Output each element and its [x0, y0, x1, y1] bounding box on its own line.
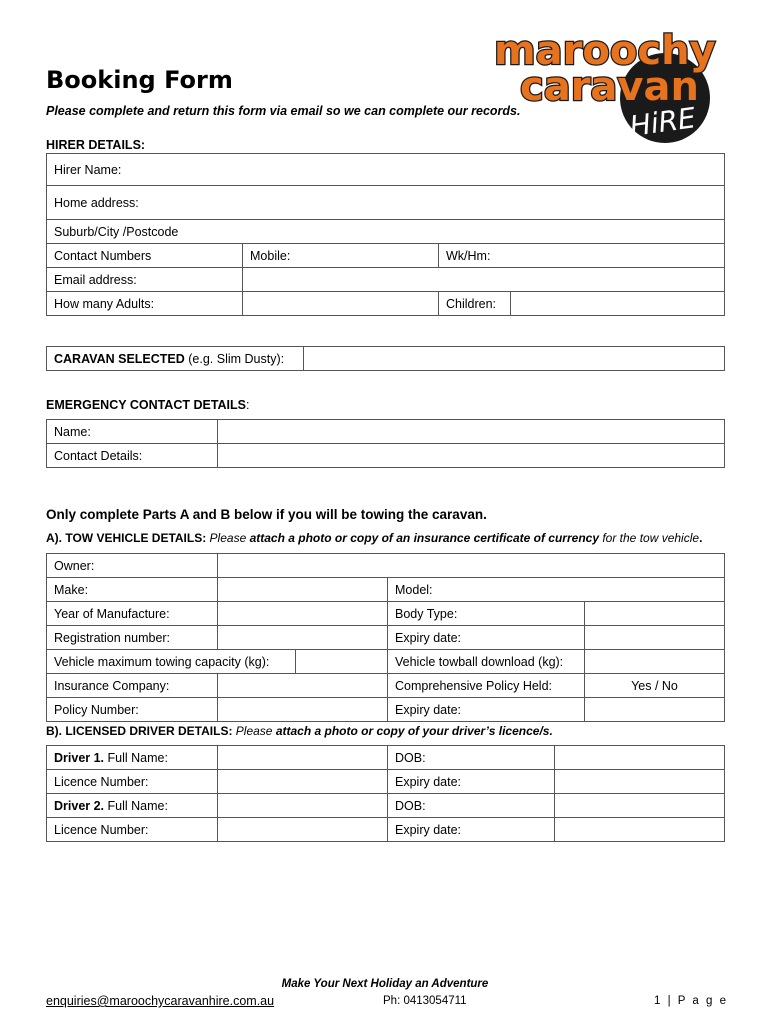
- driver1-licence-label: Licence Number:: [47, 770, 218, 794]
- capacity-label: Vehicle maximum towing capacity (kg):: [47, 650, 296, 674]
- mobile-field[interactable]: Mobile:: [243, 244, 439, 268]
- footer-tagline: Make Your Next Holiday an Adventure: [281, 978, 489, 990]
- driver1-name-field[interactable]: [218, 746, 388, 770]
- emergency-details-field[interactable]: [218, 444, 725, 468]
- adults-label: How many Adults:: [47, 292, 243, 316]
- adults-field[interactable]: [243, 292, 439, 316]
- driver1-name-label: Driver 1. Full Name:: [47, 746, 218, 770]
- driver1-dob-field[interactable]: [555, 746, 725, 770]
- make-field[interactable]: [218, 578, 388, 602]
- driver-table: [46, 745, 725, 842]
- emergency-name-field[interactable]: [218, 420, 725, 444]
- suburb-field[interactable]: Suburb/City /Postcode: [47, 220, 725, 244]
- policy-field[interactable]: [218, 698, 388, 722]
- driver2-licence-field[interactable]: [218, 818, 388, 842]
- driver2-licence-label: Licence Number:: [47, 818, 218, 842]
- rego-field[interactable]: [218, 626, 388, 650]
- wkhm-field[interactable]: Wk/Hm:: [439, 244, 725, 268]
- driver1-expiry-label: Expiry date:: [388, 770, 555, 794]
- driver1-dob-label: DOB:: [388, 746, 555, 770]
- make-label: Make:: [47, 578, 218, 602]
- towball-field[interactable]: [585, 650, 725, 674]
- insurance-label: Insurance Company:: [47, 674, 218, 698]
- children-field[interactable]: [511, 292, 725, 316]
- caravan-table: [46, 346, 725, 371]
- maroochy-caravan-hire-logo: [490, 20, 720, 145]
- policy-expiry-field[interactable]: [585, 698, 725, 722]
- body-type-label: Body Type:: [388, 602, 585, 626]
- rego-expiry-label: Expiry date:: [388, 626, 585, 650]
- driver2-dob-label: DOB:: [388, 794, 555, 818]
- emergency-name-label: Name:: [47, 420, 218, 444]
- emergency-heading: EMERGENCY CONTACT DETAILS:: [46, 398, 250, 412]
- footer-phone: Ph: 0413054711: [383, 995, 467, 1007]
- rego-label: Registration number:: [47, 626, 218, 650]
- model-field[interactable]: Model:: [388, 578, 725, 602]
- footer-email-link[interactable]: enquiries@maroochycaravanhire.com.au: [46, 994, 275, 1008]
- email-label: Email address:: [47, 268, 243, 292]
- driver2-expiry-label: Expiry date:: [388, 818, 555, 842]
- comprehensive-yesno[interactable]: Yes / No: [585, 674, 725, 698]
- comprehensive-label: Comprehensive Policy Held:: [388, 674, 585, 698]
- body-type-field[interactable]: [585, 602, 725, 626]
- hirer-details-heading: HIRER DETAILS:: [46, 138, 146, 152]
- contact-numbers-label: Contact Numbers: [47, 244, 243, 268]
- home-address-field[interactable]: Home address:: [47, 186, 725, 220]
- tow-vehicle-heading: A). TOW VEHICLE DETAILS: Please attach a photo or copy of an insurance certificate of currency for the tow vehicle.: [46, 531, 703, 545]
- owner-label: Owner:: [47, 554, 218, 578]
- intro-text: Please complete and return this form via email so we can complete our records.: [46, 104, 521, 118]
- page-title: Booking Form: [46, 66, 233, 94]
- rego-expiry-field[interactable]: [585, 626, 725, 650]
- emergency-details-label: Contact Details:: [47, 444, 218, 468]
- hirer-name-field[interactable]: Hirer Name:: [47, 154, 725, 186]
- page-number: 1 | P a g e: [654, 995, 729, 1007]
- caravan-selected-field[interactable]: [304, 347, 725, 371]
- insurance-field[interactable]: [218, 674, 388, 698]
- driver2-name-label: Driver 2. Full Name:: [47, 794, 218, 818]
- emergency-table: [46, 419, 725, 468]
- children-label: Children:: [439, 292, 511, 316]
- driver2-name-field[interactable]: [218, 794, 388, 818]
- caravan-selected-label: CARAVAN SELECTED (e.g. Slim Dusty):: [47, 347, 304, 371]
- towball-label: Vehicle towball download (kg):: [388, 650, 585, 674]
- policy-label: Policy Number:: [47, 698, 218, 722]
- tow-vehicle-table: [46, 553, 725, 722]
- driver1-licence-field[interactable]: [218, 770, 388, 794]
- driver2-expiry-field[interactable]: [555, 818, 725, 842]
- towing-note: Only complete Parts A and B below if you will be towing the caravan.: [46, 507, 487, 522]
- driver-heading: B). LICENSED DRIVER DETAILS: Please attach a photo or copy of your driver’s licence/s.: [46, 724, 553, 738]
- driver2-dob-field[interactable]: [555, 794, 725, 818]
- svg-text:caravan: caravan: [520, 64, 699, 110]
- email-field[interactable]: [243, 268, 725, 292]
- policy-expiry-label: Expiry date:: [388, 698, 585, 722]
- svg-text:HiRE: HiRE: [627, 101, 698, 144]
- svg-text:maroochy: maroochy: [494, 28, 716, 74]
- year-label: Year of Manufacture:: [47, 602, 218, 626]
- capacity-field[interactable]: [296, 650, 388, 674]
- hirer-details-table: [46, 153, 725, 316]
- year-field[interactable]: [218, 602, 388, 626]
- driver1-expiry-field[interactable]: [555, 770, 725, 794]
- owner-field[interactable]: [218, 554, 725, 578]
